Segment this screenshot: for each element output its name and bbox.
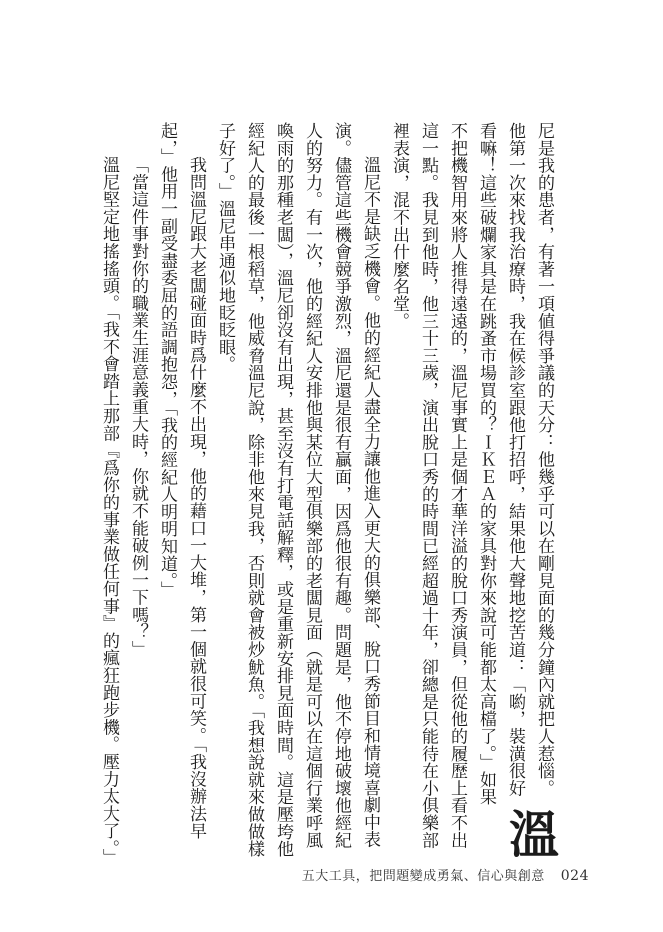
body-text xyxy=(98,122,560,866)
paragraph-2: 溫尼不是缺乏機會。他的經紀人盡全力讓他進入更大的俱樂部、脫口秀節目和情境喜劇中表演。儘管這些機會競爭激烈，溫尼還是很有贏面，因爲他很有趣。問題是，他不停地破壞他經紀人的努力。有一次，他的經紀人安排他與某位大型俱樂部的老闆見面（就是可以在這個行業呼風喚雨的那種老闆），溫尼卻沒有出現，甚至沒有打電話解釋，或是重新安排見面時間。這是壓垮他經紀人的最後一根稻草，他威脅溫尼說，除非他來見我，否則就會被炒魷魚。「我想說就來做做樣子好了。」溫尼串通似地眨眨眼。 xyxy=(215,122,380,858)
page-footer xyxy=(302,865,589,884)
paragraph-1-text: 尼是我的患者，有著一項値得爭議的天分：他幾乎可以在剛見面的幾分鐘內就把人惹惱。他第一次來找我治療時，我在候診室跟他打招呼，結果他大聲地挖苦道：「喲，裝潢很好看嘛！這些破爛家具是在跳蚤市場買的？ＩＫＥＡ的家具對你來說可能都太高檔了。」如果不把機智用來將人推得遠遠的，溫尼事實上是個才華洋溢的脫口秀演員，但從他的履歷上看不出這一點。我見到他時，他三十三歲，演出脫口秀的時間已經超過十年，卻總是只能待在小俱樂部裡表演，混不出什麼名堂。 xyxy=(389,122,554,849)
running-title: 五大工具，把問題變成勇氣、信心與創意 xyxy=(301,869,545,884)
paragraph-1 xyxy=(384,122,558,862)
paragraph-5: 溫尼堅定地搖搖頭。「我不會踏上那部『爲你的事業做任何事』的瘋狂跑步機。壓力太大了。」 xyxy=(99,156,119,866)
drop-cap: 溫 xyxy=(501,807,560,859)
page-number: 024 xyxy=(560,868,589,884)
paragraph-3: 我問溫尼跟大老闆碰面時爲什麼不出現，他的藉口一大堆，第一個就很可笑。「我沒辦法早起，」他用一副受盡委屈的語調抱怨，「我的經紀人明明知道。」 xyxy=(157,122,206,840)
paragraph-4: 「當這件事對你的職業生涯意義重大時，你就不能破例一下嗎？」 xyxy=(128,156,148,658)
